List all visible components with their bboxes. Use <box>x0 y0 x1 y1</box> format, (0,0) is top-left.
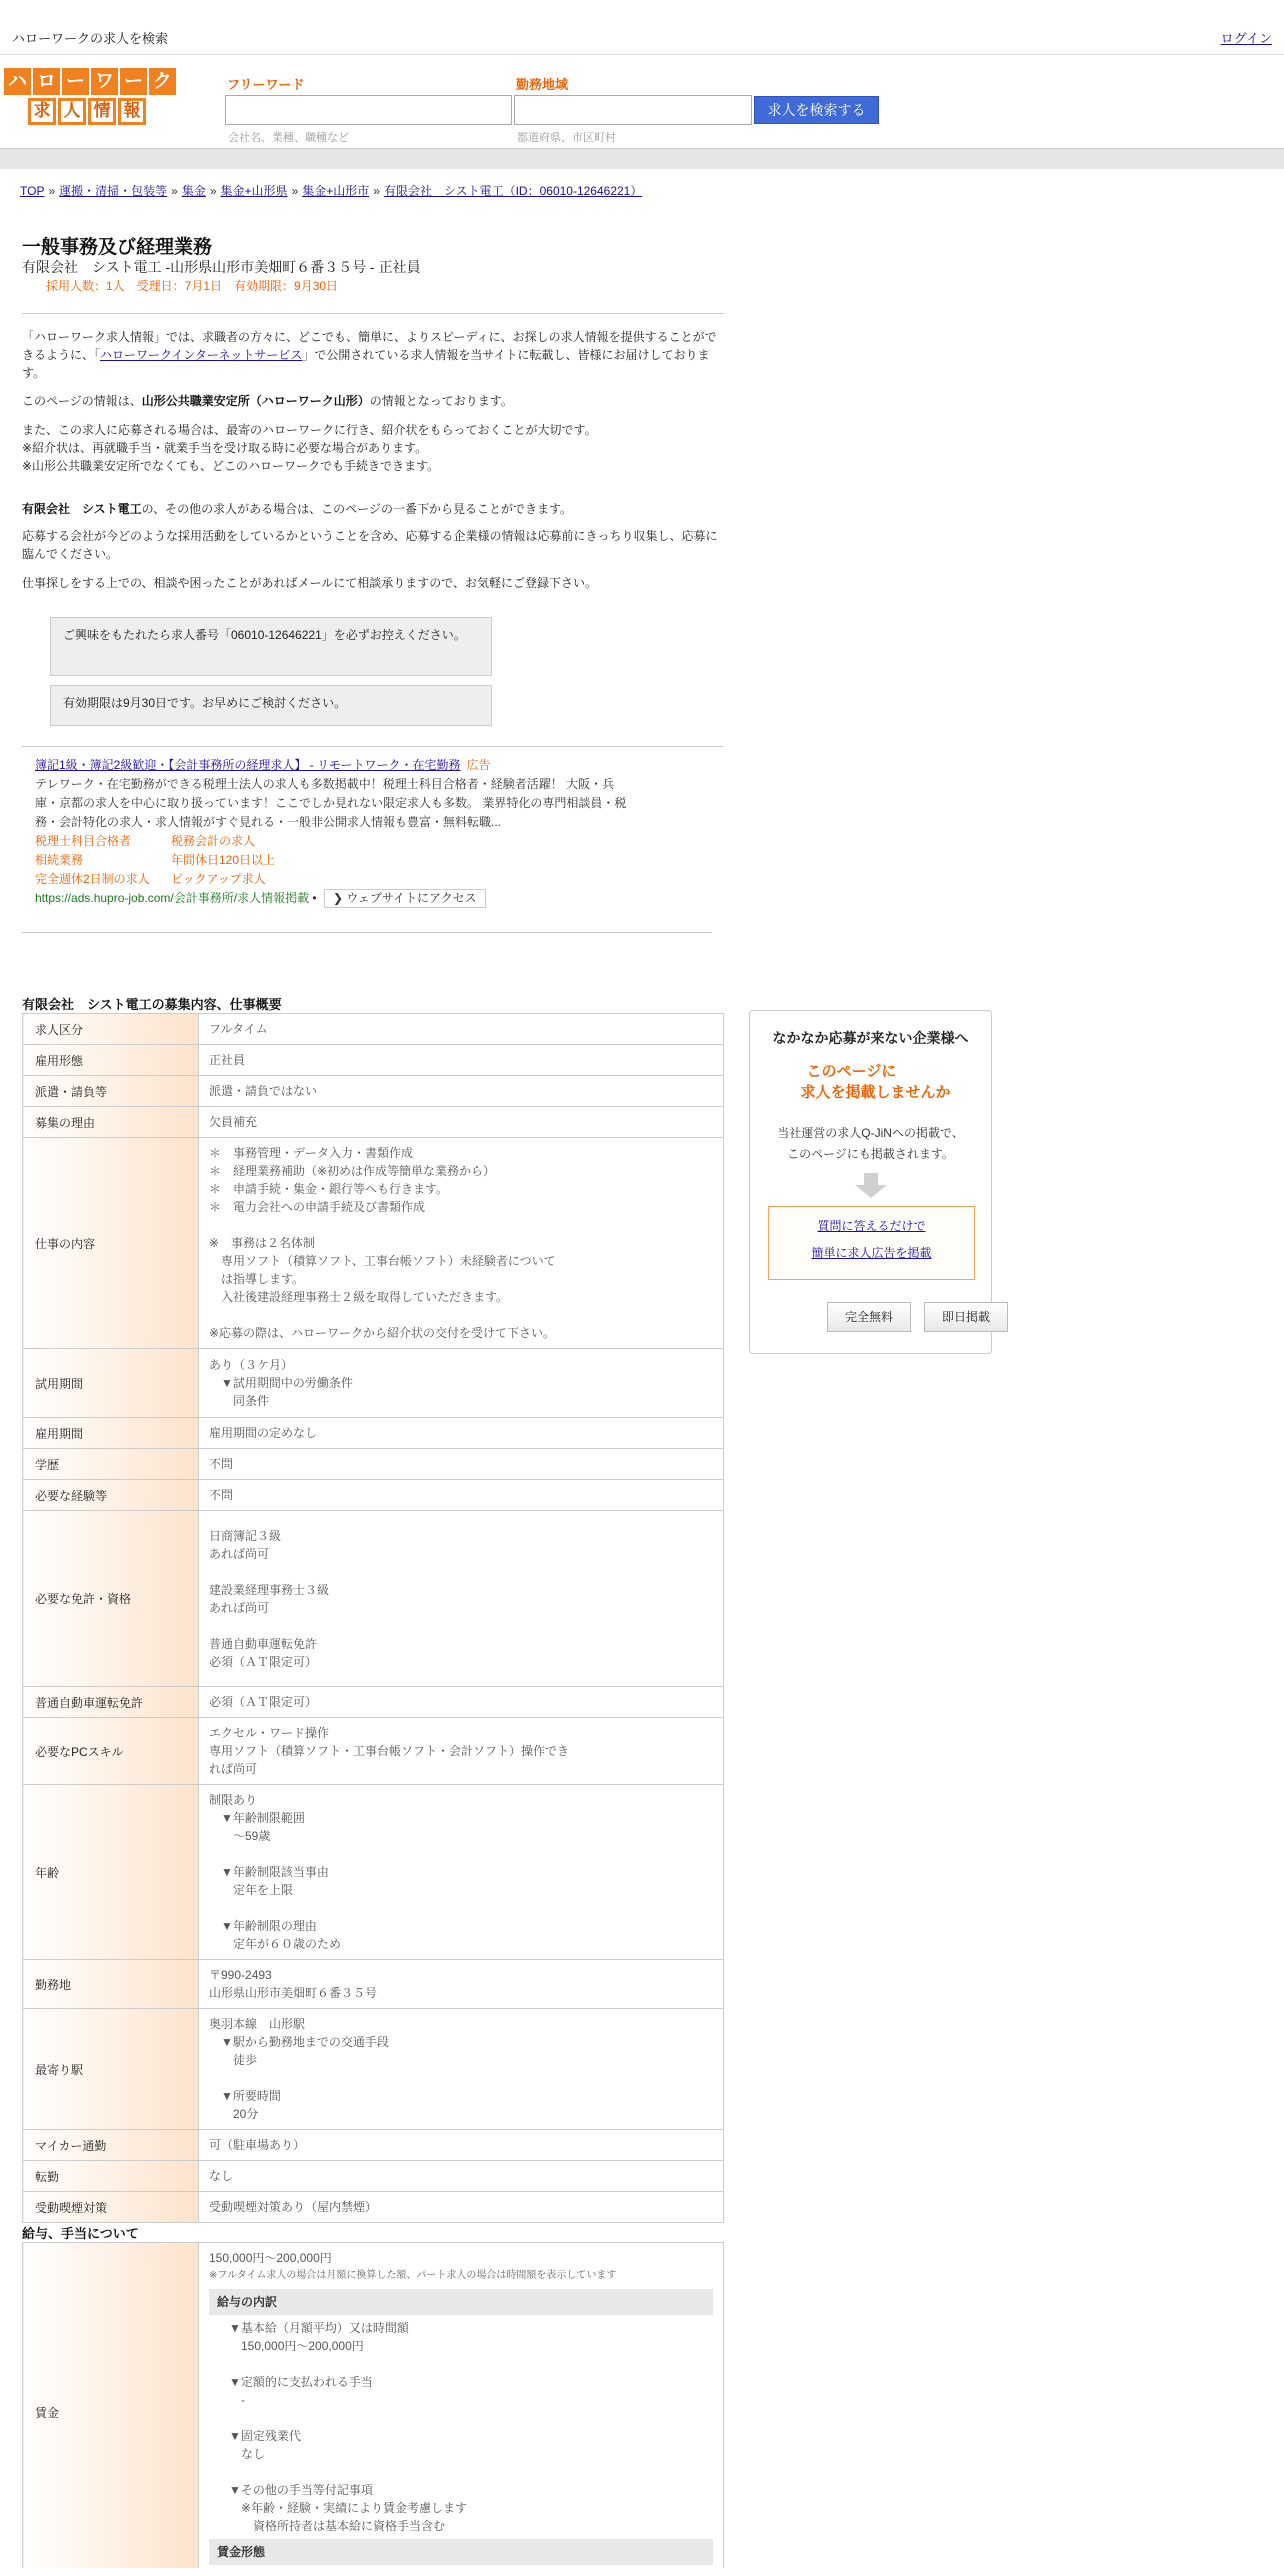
expiry-notice: 有効期限は9月30日です。お早めにご検討ください。 <box>50 685 492 726</box>
ad-tag: 広告 <box>466 758 491 772</box>
table-row <box>23 2161 724 2192</box>
row-value: 正社員 <box>199 1045 724 1076</box>
row-value: 〒990-2493 山形県山形市美畑町６番３５号 <box>199 1960 724 2009</box>
ad-sitelinks <box>35 832 635 889</box>
row-label: 最寄り駅 <box>23 2009 199 2130</box>
job-title: 一般事務及び経理業務 <box>22 237 213 258</box>
salary-section-title: 給与、手当について <box>22 2226 139 2241</box>
breadcrumb-prefecture[interactable]: 集金+山形県 <box>220 184 288 198</box>
free-button[interactable]: 完全無料 <box>827 1302 911 1332</box>
row-label: 雇用期間 <box>23 1418 199 1449</box>
area-label: 勤務地域 <box>516 77 569 92</box>
ad-visit-button[interactable]: ❯ ウェブサイトにアクセス <box>324 889 486 908</box>
table-row <box>23 1014 724 1045</box>
breadcrumb: TOP » 運搬・清掃・包装等 » 集金 » 集金+山形県 » 集金+山形市 » 有限会社 シスト電工（ID：06010-12646221） <box>20 184 643 198</box>
divider <box>22 746 724 747</box>
row-label: 年齢 <box>23 1785 199 1960</box>
table-row <box>23 1107 724 1138</box>
row-value: あり（３ケ月） ▼試用期間中の労働条件 同条件 <box>199 1349 724 1418</box>
row-label: マイカー通勤 <box>23 2130 199 2161</box>
chevron-right-icon: ❯ <box>332 891 344 905</box>
row-label: 転勤 <box>23 2161 199 2192</box>
hellowork-internet-link[interactable]: ハローワークインターネットサービス <box>100 348 303 362</box>
breadcrumb-top[interactable]: TOP <box>20 184 45 198</box>
table-row <box>23 2130 724 2161</box>
ad-url[interactable]: https://ads.hupro-job.com/会計事務所/求人情報掲載 <box>35 891 310 905</box>
breadcrumb-job-type[interactable]: 集金 <box>181 184 206 198</box>
site-title: ハローワークの求人を検索 <box>12 31 169 46</box>
free-word-input[interactable] <box>225 95 512 125</box>
row-label: 試用期間 <box>23 1349 199 1418</box>
row-value: フルタイム <box>199 1014 724 1045</box>
row-value: 欠員補充 <box>199 1107 724 1138</box>
top-bar <box>0 0 1284 55</box>
row-label: 募集の理由 <box>23 1107 199 1138</box>
intro-paragraph-1: 「ハローワーク求人情報」では、求職者の方々に、どこでも、簡単に、よりスピーディに、お探しの求人情報を提供することができるように、「ハローワークインターネットサービス」で公開されている求人情報を当サイトに転載し、皆様にお届けしております。 <box>22 330 717 380</box>
ad-block: 簿記1級・簿記2級歓迎・【会計事務所の経理求人】 - リモートワーク・在宅勤務 広告 テレワーク・在宅勤務ができる税理士法人の求人も多数掲載中！税理士科目合格者・経験者活躍！ 大阪・兵庫・京都の求人を中心に取り扱っています！ここでしか見れない限定求人も多数。 業界特化の専門相談員・税務・会計特化の求人・求人情報がすぐ見れる・一般非公開求人情報も豊富・無料転職... 税理士科目合格者 税務会計の求人 相続業務 年間休日120日以上 完全週休2日制の求人 ピックアップ求人 https://ads.hupro-job.com/会計事務所/求人情報掲載 • ❯ ウェブサイトにアクセス <box>35 756 635 908</box>
ad-description: テレワーク・在宅勤務ができる税理士法人の求人も多数掲載中！税理士科目合格者・経験者活躍！ 大阪・兵庫・京都の求人を中心に取り扱っています！ここでしか見れない限定求人も多数。 業界特化の専門相談員・税務・会計特化の求人・求人情報がすぐ見れる・一般非公開求人情報も豊富・無料転職... <box>35 777 627 829</box>
row-label: 必要な免許・資格 <box>23 1511 199 1687</box>
job-subtitle: 有限会社 シスト電工 -山形県山形市美畑町６番３５号 - 正社員 <box>22 259 421 275</box>
ad-sitelink[interactable]: 年間休日120日以上 <box>171 853 276 867</box>
row-value: 不問 <box>199 1480 724 1511</box>
table-row <box>23 1785 724 1960</box>
row-label: 普通自動車運転免許 <box>23 1687 199 1718</box>
search-header <box>0 56 1284 148</box>
row-label: 勤務地 <box>23 1960 199 2009</box>
wage-label: 賃金 <box>23 2243 199 2568</box>
divider <box>22 932 712 933</box>
header-divider <box>0 148 1284 169</box>
breadcrumb-current[interactable]: 有限会社 シスト電工（ID：06010-12646221） <box>383 184 643 198</box>
hellowork-logo[interactable]: ハ ロ ー ワ ー ク 求 人 情 報 <box>4 68 180 126</box>
table-row <box>23 1418 724 1449</box>
row-value: 必須（ＡＴ限定可） <box>199 1687 724 1718</box>
table-row <box>23 1045 724 1076</box>
same-day-button[interactable]: 即日掲載 <box>924 1302 1008 1332</box>
intro-paragraph-5: 応募する会社が今どのような採用活動をしているかということを含め、応募する企業様の情報は応募前にきっちり収集し、応募に臨んでください。 <box>22 529 718 561</box>
table-row <box>23 1687 724 1718</box>
intro-paragraph-3: また、この求人に応募される場合は、最寄のハローワークに行き、紹介状をもらっておくことが大切です。 ※紹介状は、再就職手当・就業手当を受け取る時に必要な場合があります。 ※山形公共職業安定所でなくても、どこのハローワークでも手続きできます。 <box>22 423 597 473</box>
sidebar-link-questions[interactable]: 質問に答えるだけで <box>817 1219 926 1233</box>
row-label: 学歴 <box>23 1449 199 1480</box>
ad-sitelink[interactable]: ピックアップ求人 <box>171 872 266 886</box>
table-row <box>23 1718 724 1785</box>
wage-note: ※フルタイム求人の場合は月額に換算した額、パート求人の場合は時間額を表示しています <box>209 2270 617 2281</box>
recruitment-section-title: 有限会社 シスト電工の募集内容、仕事概要 <box>22 997 282 1012</box>
table-row <box>23 2009 724 2130</box>
row-value: 日商簿記３級 あれば尚可 建設業経理事務士３級 あれば尚可 普通自動車運転免許 必須（ＡＴ限定可） <box>199 1511 724 1687</box>
row-value: 派遣・請負ではない <box>199 1076 724 1107</box>
table-row <box>23 1511 724 1687</box>
free-word-hint: 会社名、業種、職種など <box>228 132 349 144</box>
intro-paragraph-2: このページの情報は、山形公共職業安定所（ハローワーク山形）の情報となっております。 <box>22 394 513 408</box>
row-value: 不問 <box>199 1449 724 1480</box>
row-label: 必要な経験等 <box>23 1480 199 1511</box>
search-button[interactable]: 求人を検索する <box>754 96 879 124</box>
recruitment-table <box>22 1013 724 2223</box>
row-value: 可（駐車場あり） <box>199 2130 724 2161</box>
sidebar-link-post-ad[interactable]: 簡単に求人広告を掲載 <box>811 1246 932 1260</box>
wage-breakdown-title: 給与の内訳 <box>209 2289 713 2315</box>
breadcrumb-category[interactable]: 運搬・清掃・包装等 <box>59 184 168 198</box>
sidebar-link-box <box>768 1206 975 1280</box>
table-row <box>23 2192 724 2223</box>
ad-sitelink[interactable]: 税理士科目合格者 <box>35 834 132 848</box>
row-label: 雇用形態 <box>23 1045 199 1076</box>
sidebar-title: なかなか応募が来ない企業様へ <box>772 1030 969 1046</box>
row-value: 受動喫煙対策あり（屋内禁煙） <box>199 2192 724 2223</box>
salary-table <box>22 2242 724 2568</box>
table-row <box>23 1138 724 1349</box>
row-label: 必要なPCスキル <box>23 1718 199 1785</box>
area-hint: 都道府県、市区町村 <box>517 132 616 144</box>
wage-range: 150,000円〜200,000円 <box>209 2251 332 2265</box>
row-label: 派遣・請負等 <box>23 1076 199 1107</box>
row-label: 受動喫煙対策 <box>23 2192 199 2223</box>
down-arrow-icon <box>854 1173 888 1199</box>
intro-paragraph-6: 仕事探しをする上での、相談や困ったことがあればメールにて相談承りますので、お気軽にご登録下さい。 <box>22 576 598 590</box>
login-link[interactable]: ログイン <box>1220 31 1272 46</box>
sidebar-catchcopy: このページに 求人を掲載しませんか <box>800 1063 951 1101</box>
ad-sitelink[interactable]: 相続業務 <box>35 853 84 867</box>
sidebar-description: 当社運営の求人Q-JiNへの掲載で、 このページにも掲載されます。 <box>777 1126 964 1161</box>
table-row <box>23 1480 724 1511</box>
free-word-label: フリーワード <box>227 77 305 92</box>
intro-paragraph-4: 有限会社 シスト電工の、その他の求人がある場合は、このページの一番下から見ることができます。 <box>22 502 572 516</box>
wage-form-title: 賃金形態 <box>209 2539 713 2565</box>
wage-breakdown: ▼基本給（月額平均）又は時間額 150,000円〜200,000円 ▼定額的に支払われる手当 - ▼固定残業代 なし ▼その他の手当等付記事項 ※年齢・経験・実績により賃金考慮します 資格所持者は基本給に資格手当含む <box>229 2321 468 2533</box>
area-input[interactable] <box>514 95 752 125</box>
table-row <box>23 1076 724 1107</box>
row-value: 奥羽本線 山形駅 ▼駅から勤務地までの交通手段 徒歩 ▼所要時間 20分 <box>199 2009 724 2130</box>
ad-sitelink[interactable]: 完全週休2日制の求人 <box>35 872 150 886</box>
breadcrumb-city[interactable]: 集金+山形市 <box>302 184 370 198</box>
row-value: なし <box>199 2161 724 2192</box>
divider <box>22 313 724 314</box>
row-value: エクセル・ワード操作 専用ソフト（積算ソフト・工事台帳ソフト・会計ソフト）操作でき れば尚可 <box>199 1718 724 1785</box>
job-meta: 採用人数：1人 受理日：7月1日 有効期限：9月30日 <box>46 279 339 293</box>
row-value: 制限あり ▼年齢制限範囲 〜59歳 ▼年齢制限該当事由 定年を上限 ▼年齢制限の理由 定年が６０歳のため <box>199 1785 724 1960</box>
advertise-sidebar <box>749 1010 992 1354</box>
table-row <box>23 1960 724 2009</box>
row-value: 雇用期間の定めなし <box>199 1418 724 1449</box>
job-number-notice: ご興味をもたれたら求人番号「06010-12646221」を必ずお控えください。 <box>50 617 492 676</box>
row-value: ＊ 事務管理・データ入力・書類作成 ＊ 経理業務補助（※初めは作成等簡単な業務から） ＊ 申請手続・集金・銀行等へも行きます。 ＊ 電力会社への申請手続及び書類作成 ※ 事務は２名体制 専用ソフト（積算ソフト、工事台帳ソフト）未経験者について は指導します。 入社後建設経理事務士２級を取得していただきます。 ※応募の際は、ハローワークから紹介状の交付を受けて下さい。 <box>199 1138 724 1349</box>
table-row <box>23 1349 724 1418</box>
ad-sitelink[interactable]: 税務会計の求人 <box>171 834 256 848</box>
ad-title-link[interactable]: 簿記1級・簿記2級歓迎・【会計事務所の経理求人】 - リモートワーク・在宅勤務 <box>35 758 461 772</box>
row-label: 仕事の内容 <box>23 1138 199 1349</box>
table-row <box>23 1449 724 1480</box>
row-label: 求人区分 <box>23 1014 199 1045</box>
